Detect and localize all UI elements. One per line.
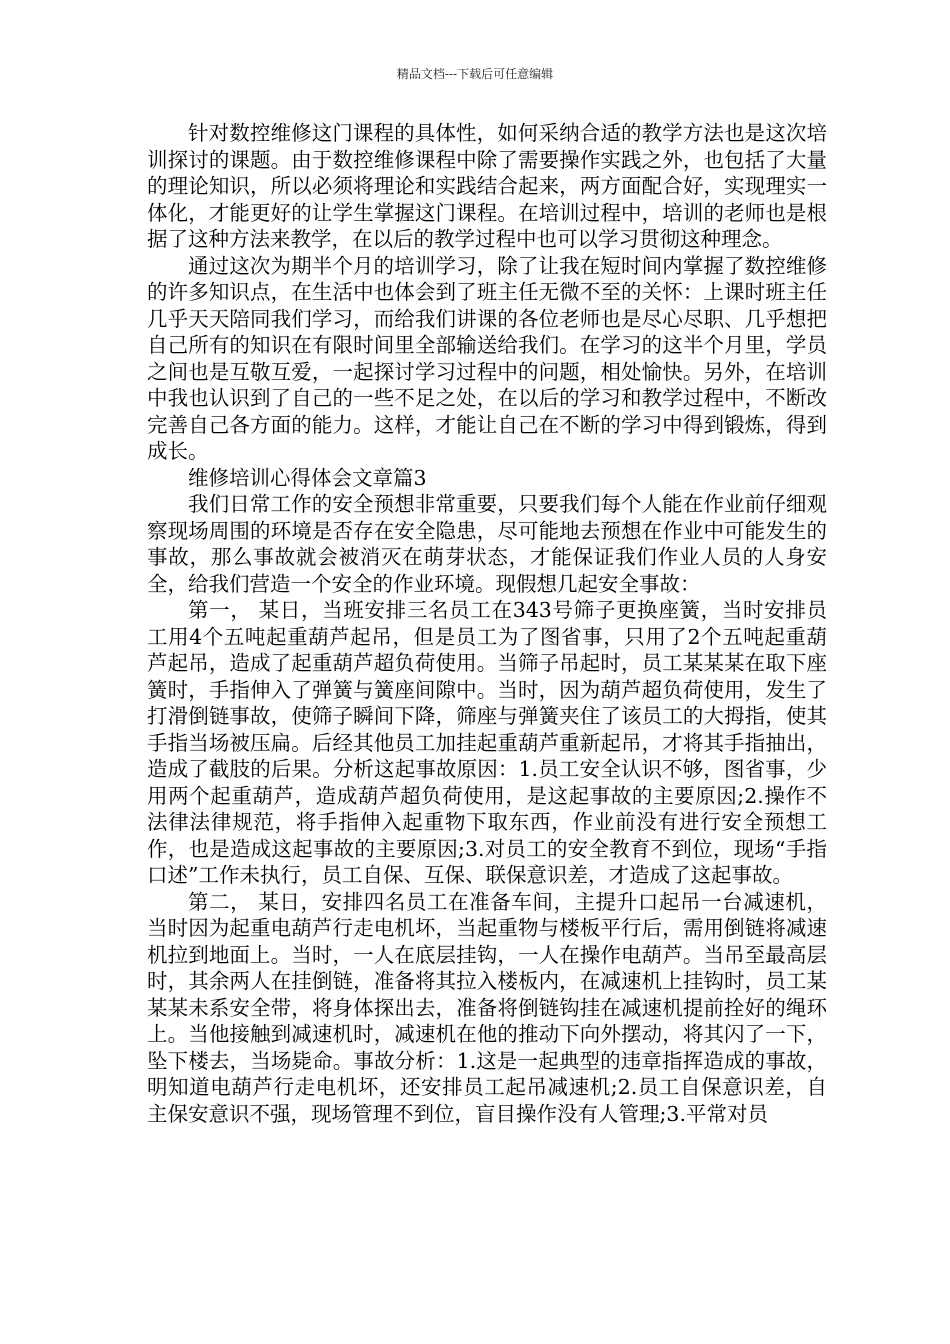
page-header: 精品文档---下载后可任意编辑 xyxy=(396,67,554,81)
paragraph-safety-intro: 我们日常工作的安全预想非常重要，只要我们每个人能在作业前仔细观察现场周围的环境是否存在安全隐患，尽可能地去预想在作业中可能发生的事故，那么事故就会被消灭在萌芽状态，才能保证我们作业人员的人身安全，给我们营造一个安全的作业环境。现假想几起安全事故： xyxy=(147,492,827,596)
paragraph-accident-one: 第一， 某日，当班安排三名员工在343号筛子更换座簧，当时安排员工用4个五吨起重葫芦起吊，但是员工为了图省事，只用了2个五吨起重葫芦起吊，造成了起重葫芦超负荷使用。当筛子吊起时，员工某某某在取下座簧时，手指伸入了弹簧与簧座间隙中。当时，因为葫芦超负荷使用，发生了打滑倒链事故，使筛子瞬间下降，筛座与弹簧夹住了该员工的大拇指，使其手指当场被压扁。后经其他员工加挂起重葫芦重新起吊，才将其手指抽出，造成了截肢的后果。分析这起事故原因：1.员工安全认识不够，图省事，少用两个起重葫芦，造成葫芦超负荷使用，是这起事故的主要原因;2.操作不法律法律规范，将手指伸入起重物下取东西，作业前没有进行安全预想工作，也是造成这起事故的主要原因;3.对员工的安全教育不到位，现场“手指口述”工作未执行，员工自保、互保、联保意识差，才造成了这起事故。 xyxy=(147,598,827,887)
paragraph-teaching-method: 针对数控维修这门课程的具体性，如何采纳合适的教学方法也是这次培训探讨的课题。由于数控维修课程中除了需要操作实践之外，也包括了大量的理论知识，所以必须将理论和实践结合起来，两方面配合好，实现理实一体化，才能更好的让学生掌握这门课程。在培训过程中，培训的老师也是根据了这种方法来教学，在以后的教学过程中也可以学习贯彻这种理念。 xyxy=(147,121,827,251)
article-section-heading: 维修培训心得体会文章篇3 xyxy=(188,465,427,490)
document-body xyxy=(147,120,827,1127)
paragraph-training-experience: 通过这次为期半个月的培训学习，除了让我在短时间内掌握了数控维修的许多知识点，在生活中也体会到了班主任无微不至的关怀：上课时班主任几乎天天陪同我们学习，而给我们讲课的各位老师也是尽心尽职、几乎想把自己所有的知识在有限时间里全部输送给我们。在学习的这半个月里，学员之间也是互敬互爱，一起探讨学习过程中的问题，相处愉快。另外，在培训中我也认识到了自己的一些不足之处，在以后的学习和教学过程中，不断改完善自己各方面的能力。这样，才能让自己在不断的学习中得到锻炼，得到成长。 xyxy=(147,253,827,463)
paragraph-accident-two: 第二， 某日，安排四名员工在准备车间，主提升口起吊一台减速机，当时因为起重电葫芦行走电机坏，当起重物与楼板平行后，需用倒链将减速机拉到地面上。当时，一人在底层挂钩，一人在操作电葫芦。当吊至最高层时，其余两人在挂倒链，准备将其拉入楼板内，在减速机上挂钩时，员工某某某未系安全带，将身体探出去，准备将倒链钩挂在减速机提前拴好的绳环上。当他接触到减速机时，减速机在他的推动下向外摆动，将其闪了一下，坠下楼去，当场毙命。事故分析：1.这是一起典型的违章指挥造成的事故，明知道电葫芦行走电机坏，还安排员工起吊减速机;2.员工自保意识差，自主保安意识不强，现场管理不到位，盲目操作没有人管理;3.平常对员 xyxy=(147,889,827,1126)
